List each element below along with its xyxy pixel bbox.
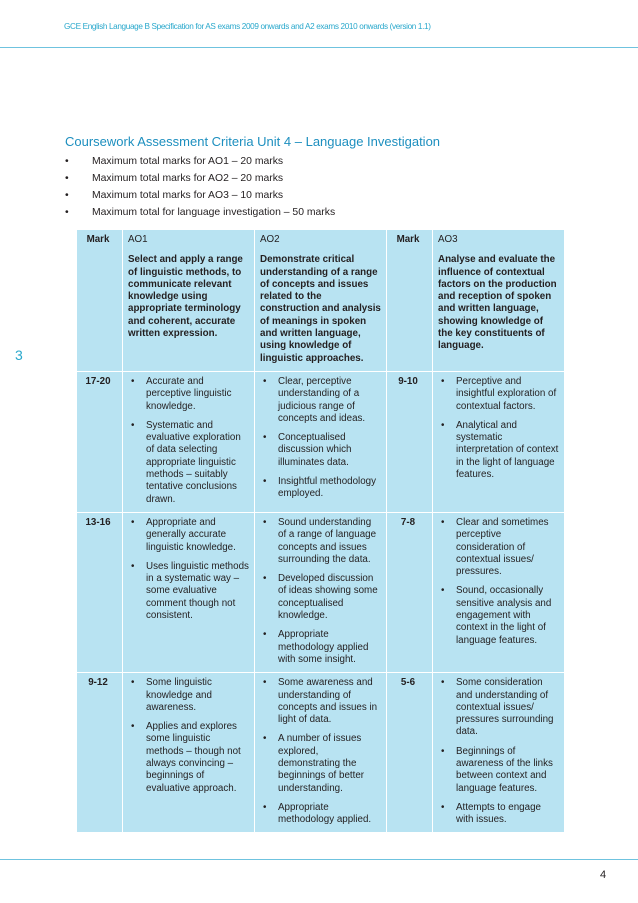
criterion-item bbox=[260, 376, 381, 425]
criterion-item bbox=[260, 677, 381, 726]
criterion-text: Analytical and systematic interpretation of context in the light of language features. bbox=[456, 419, 559, 481]
criterion-item bbox=[438, 746, 559, 795]
bullet-icon: • bbox=[441, 801, 445, 813]
ao1-column-header bbox=[123, 230, 255, 372]
criterion-item bbox=[260, 733, 381, 794]
bullet-icon: • bbox=[441, 677, 445, 689]
table-row bbox=[77, 512, 565, 672]
mark-band: 7-8 bbox=[387, 512, 433, 672]
criterion-item bbox=[438, 376, 559, 413]
table-row bbox=[77, 371, 565, 512]
ao2-cell bbox=[255, 673, 387, 833]
mark-column-header bbox=[77, 230, 123, 372]
bullet-icon: • bbox=[263, 677, 267, 689]
criterion-item bbox=[128, 721, 249, 795]
bullet-icon: • bbox=[263, 375, 267, 387]
ao1-header-label: AO1 bbox=[128, 234, 148, 245]
bullet-icon: • bbox=[131, 419, 135, 431]
table-header-row bbox=[77, 230, 565, 372]
bullet-icon: • bbox=[131, 721, 135, 733]
footer-rule bbox=[0, 859, 638, 860]
criterion-text: Attempts to engage with issues. bbox=[456, 801, 541, 826]
criterion-item bbox=[438, 677, 559, 738]
ao3-description: Analyse and evaluate the influence of contextual factors on the production and reception of spoken and written language, showing knowledge of the key constituents of language. bbox=[438, 254, 557, 352]
ao3-header-label: AO3 bbox=[438, 234, 458, 245]
ao3-column-header bbox=[433, 230, 565, 372]
ao2-description: Demonstrate critical understanding of a range of concepts and issues related to the construction and analysis of meanings in spoken and written language, using knowledge of linguistic approaches. bbox=[260, 254, 381, 364]
ao1-cell bbox=[123, 673, 255, 833]
mark-band: 13-16 bbox=[77, 512, 123, 672]
criterion-text: Accurate and perceptive linguistic knowledge. bbox=[146, 375, 232, 412]
ao3-cell bbox=[433, 371, 565, 512]
bullet-icon: • bbox=[263, 476, 267, 488]
mark-column-header-ao3 bbox=[387, 230, 433, 372]
criterion-item bbox=[260, 573, 381, 622]
page-title: Coursework Assessment Criteria Unit 4 – Language Investigation bbox=[65, 134, 441, 149]
assessment-criteria-table bbox=[76, 229, 565, 833]
criterion-text: Systematic and evaluative exploration of data selecting appropriate linguistic methods – suitably tentative conclusions drawn. bbox=[146, 419, 241, 505]
bullet-icon: • bbox=[131, 516, 135, 528]
list-item bbox=[65, 155, 335, 172]
criterion-item bbox=[438, 420, 559, 481]
criterion-text: A number of issues explored, demonstrating the beginnings of better understanding. bbox=[278, 733, 365, 794]
bullet-icon: • bbox=[65, 190, 69, 201]
criterion-item bbox=[128, 420, 249, 506]
mark-band: 9-12 bbox=[77, 673, 123, 833]
mark-header-label: Mark bbox=[396, 234, 420, 245]
list-item-text: Maximum total marks for AO1 – 20 marks bbox=[92, 156, 284, 167]
criterion-text: Some awareness and understanding of concepts and issues in light of data. bbox=[278, 677, 378, 726]
criterion-text: Some linguistic knowledge and awareness. bbox=[146, 677, 212, 713]
list-item bbox=[65, 172, 335, 189]
bullet-icon: • bbox=[441, 745, 445, 757]
ao2-cell bbox=[255, 371, 387, 512]
page-number: 4 bbox=[600, 869, 607, 881]
ao2-cell bbox=[255, 512, 387, 672]
bullet-icon: • bbox=[131, 375, 135, 387]
criterion-item bbox=[260, 802, 381, 827]
list-item-text: Maximum total for language investigation – 50 marks bbox=[92, 207, 336, 218]
criterion-text: Perceptive and insightful exploration of contextual factors. bbox=[456, 375, 557, 412]
bullet-icon: • bbox=[65, 156, 69, 167]
table-row bbox=[77, 673, 565, 833]
mark-header-label: Mark bbox=[86, 234, 110, 245]
criterion-text: Uses linguistic methods in a systematic way – some evaluative comment though not consistent. bbox=[146, 560, 249, 622]
section-number: 3 bbox=[15, 347, 23, 363]
ao3-cell bbox=[433, 673, 565, 833]
bullet-icon: • bbox=[65, 173, 69, 184]
criterion-item bbox=[128, 561, 249, 622]
criterion-text: Applies and explores some linguistic methods – though not always convincing – beginnings of evaluative approach. bbox=[146, 721, 241, 794]
criterion-text: Some consideration and understanding of contextual issues/ pressures surrounding data. bbox=[456, 677, 554, 738]
list-item bbox=[65, 189, 335, 206]
running-header: GCE English Language B Specification for AS exams 2009 onwards and A2 exams 2010 onwards (version 1.1) bbox=[64, 22, 431, 31]
list-item-text: Maximum total marks for AO3 – 10 marks bbox=[92, 190, 284, 201]
criterion-text: Clear and sometimes perceptive consideration of contextual issues/ pressures. bbox=[456, 516, 549, 578]
criterion-text: Developed discussion of ideas showing some conceptualised knowledge. bbox=[278, 573, 378, 622]
bullet-icon: • bbox=[65, 207, 69, 218]
criterion-item bbox=[128, 677, 249, 714]
bullet-icon: • bbox=[441, 516, 445, 528]
bullet-icon: • bbox=[441, 585, 445, 597]
bullet-icon: • bbox=[263, 733, 267, 745]
bullet-icon: • bbox=[441, 419, 445, 431]
criterion-text: Conceptualised discussion which illuminates data. bbox=[278, 432, 352, 468]
criterion-item bbox=[128, 517, 249, 554]
header-rule bbox=[0, 47, 638, 48]
criterion-text: Appropriate methodology applied. bbox=[278, 801, 372, 826]
criterion-item bbox=[438, 802, 559, 827]
criterion-item bbox=[438, 585, 559, 646]
criterion-item bbox=[260, 432, 381, 469]
criterion-text: Sound understanding of a range of language concepts and issues surrounding the data. bbox=[278, 516, 377, 565]
ao2-column-header bbox=[255, 230, 387, 372]
criterion-item bbox=[260, 517, 381, 566]
bullet-icon: • bbox=[263, 432, 267, 444]
criterion-item bbox=[438, 517, 559, 578]
ao1-cell bbox=[123, 371, 255, 512]
bullet-icon: • bbox=[441, 375, 445, 387]
criterion-text: Beginnings of awareness of the links between context and language features. bbox=[456, 745, 553, 794]
criterion-text: Sound, occasionally sensitive analysis and engagement with context in the light of language features. bbox=[456, 585, 552, 646]
criterion-text: Clear, perceptive understanding of a judicious range of concepts and ideas. bbox=[278, 375, 366, 424]
bullet-icon: • bbox=[263, 516, 267, 528]
list-item bbox=[65, 206, 335, 223]
mark-band: 5-6 bbox=[387, 673, 433, 833]
bullet-icon: • bbox=[263, 573, 267, 585]
ao2-header-label: AO2 bbox=[260, 234, 280, 245]
ao1-cell bbox=[123, 512, 255, 672]
bullet-icon: • bbox=[263, 629, 267, 641]
criterion-text: Appropriate and generally accurate linguistic knowledge. bbox=[146, 516, 236, 553]
list-item-text: Maximum total marks for AO2 – 20 marks bbox=[92, 173, 284, 184]
bullet-icon: • bbox=[131, 677, 135, 689]
bullet-icon: • bbox=[131, 560, 135, 572]
ao1-description: Select and apply a range of linguistic methods, to communicate relevant knowledge using appropriate terminology and coherent, accurate written expression. bbox=[128, 254, 243, 340]
criterion-item bbox=[260, 629, 381, 666]
criterion-text: Insightful methodology employed. bbox=[278, 476, 377, 500]
criterion-text: Appropriate methodology applied with some insight. bbox=[278, 629, 369, 665]
mark-band: 17-20 bbox=[77, 371, 123, 512]
bullet-icon: • bbox=[263, 801, 267, 813]
criterion-item bbox=[128, 376, 249, 413]
mark-band: 9-10 bbox=[387, 371, 433, 512]
criterion-item bbox=[260, 476, 381, 501]
ao3-cell bbox=[433, 512, 565, 672]
marks-summary-list bbox=[65, 155, 335, 223]
